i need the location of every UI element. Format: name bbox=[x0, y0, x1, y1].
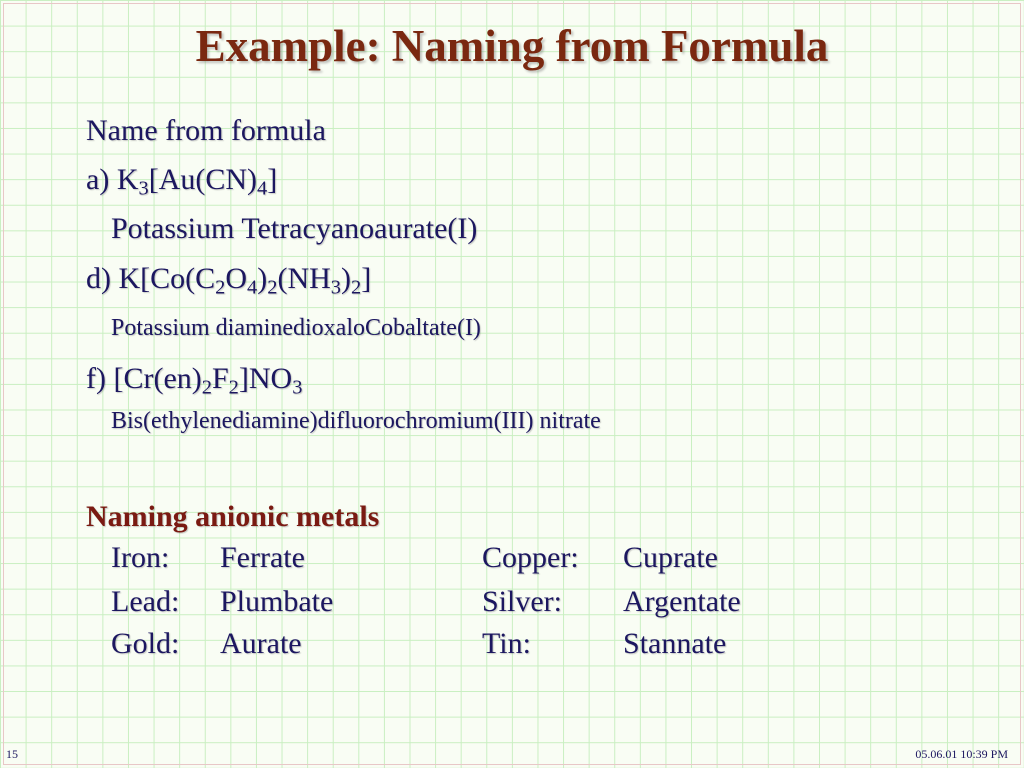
formula-subscript: 2 bbox=[201, 376, 212, 399]
metal-gold: Gold: bbox=[111, 627, 180, 660]
formula-subscript: 2 bbox=[350, 276, 362, 299]
slide-title: Example: Naming from Formula bbox=[195, 21, 829, 71]
anion-aurate: Aurate bbox=[220, 627, 302, 660]
anion-cuprate: Cuprate bbox=[623, 541, 718, 574]
formula-subscript: 4 bbox=[257, 177, 268, 200]
metal-iron: Iron: bbox=[111, 541, 170, 574]
formula-text: ) bbox=[257, 262, 268, 295]
anion-argentate: Argentate bbox=[623, 585, 741, 618]
example-d-formula-line bbox=[86, 262, 372, 299]
formula-text: K bbox=[116, 163, 139, 196]
example-a-formula bbox=[116, 163, 278, 200]
formula-text: [Au(CN) bbox=[148, 163, 257, 196]
formula-text: ] bbox=[267, 163, 278, 196]
formula-text: K[Co(C bbox=[118, 262, 216, 295]
formula-text: [Cr(en) bbox=[113, 362, 202, 395]
formula-subscript: 3 bbox=[292, 376, 303, 399]
example-d-label: d) bbox=[86, 262, 119, 295]
example-f-formula bbox=[113, 362, 303, 399]
metal-tin: Tin: bbox=[482, 627, 531, 660]
formula-subscript: 2 bbox=[228, 376, 239, 399]
formula-text: O bbox=[225, 262, 248, 295]
intro-text: Name from formula bbox=[86, 114, 326, 147]
example-f-label: f) bbox=[86, 362, 114, 395]
example-f-name: Bis(ethylenediamine)difluorochromium(III) nitrate bbox=[111, 408, 601, 434]
formula-text: F bbox=[211, 362, 229, 395]
formula-subscript: 3 bbox=[138, 177, 149, 200]
example-a-label: a) bbox=[86, 163, 117, 196]
example-f-formula-line bbox=[86, 362, 303, 399]
metal-copper: Copper: bbox=[482, 541, 579, 574]
anionic-metals-heading: Naming anionic metals bbox=[86, 500, 380, 533]
formula-subscript: 2 bbox=[267, 276, 278, 299]
formula-text: (NH bbox=[277, 262, 331, 295]
example-d-formula bbox=[118, 262, 372, 299]
page-number: 15 bbox=[6, 747, 18, 761]
metal-lead: Lead: bbox=[111, 585, 180, 618]
anion-stannate: Stannate bbox=[623, 627, 727, 660]
formula-subscript: 3 bbox=[330, 276, 341, 299]
formula-text: ) bbox=[340, 262, 351, 295]
formula-subscript: 4 bbox=[247, 276, 258, 299]
formula-text: ] bbox=[361, 262, 372, 295]
formula-text: ]NO bbox=[238, 362, 293, 395]
anion-plumbate: Plumbate bbox=[220, 585, 334, 618]
example-a-formula-line bbox=[86, 163, 278, 200]
slide-datetime: 05.06.01 10:39 PM bbox=[915, 747, 1008, 761]
metal-silver: Silver: bbox=[482, 585, 562, 618]
formula-subscript: 2 bbox=[215, 276, 226, 299]
example-d-name: Potassium diaminedioxaloCobaltate(I) bbox=[111, 315, 481, 341]
example-a-name: Potassium Tetracyanoaurate(I) bbox=[111, 212, 478, 245]
anion-ferrate: Ferrate bbox=[220, 541, 305, 574]
